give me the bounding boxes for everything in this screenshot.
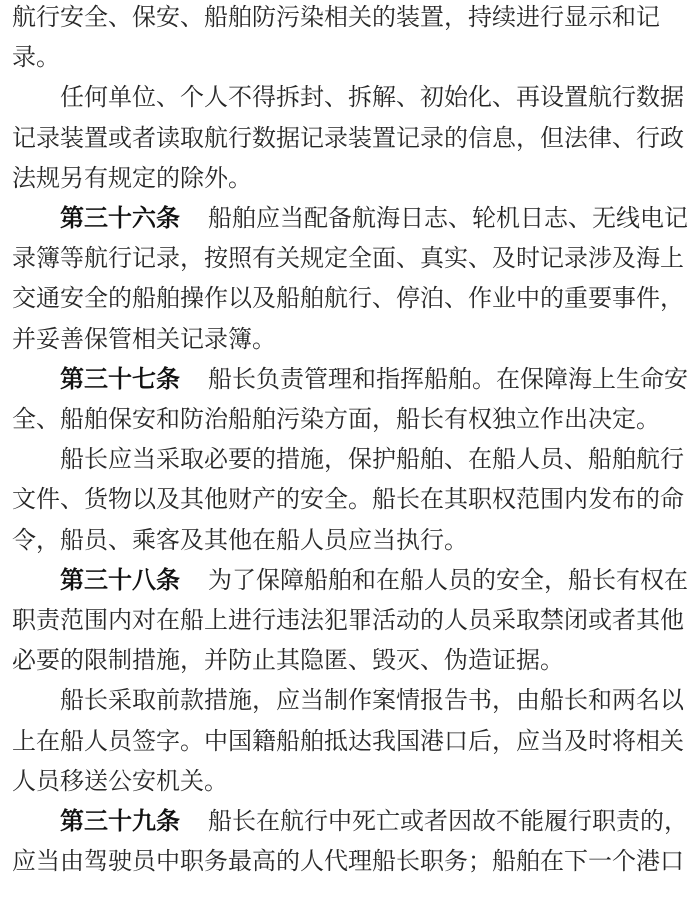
article-text: 船长负责管理和指挥船舶。在保障海上生命安: [208, 364, 688, 393]
text-line: 船长应当采取必要的措施，保护船舶、在船人员、船舶航行: [60, 445, 684, 474]
article-line: [60, 362, 688, 396]
article-line: [60, 804, 688, 838]
text-line: 人员移送公安机关。: [12, 766, 228, 795]
text-line: 法规另有规定的除外。: [12, 163, 252, 192]
text-line: 职责范围内对在船上进行违法犯罪活动的人员采取禁闭或者其他: [12, 606, 684, 634]
text-line: 录簿等航行记录，按照有关规定全面、真实、及时记录涉及海上: [12, 244, 684, 273]
article-heading: 第三十九条: [60, 807, 180, 835]
text-line: 交通安全的船舶操作以及船舶航行、停泊、作业中的重要事件，: [12, 284, 684, 313]
article-text: 船长在航行中死亡或者因故不能履行职责的，: [208, 807, 688, 835]
text-line: 记录装置或者读取航行数据记录装置记录的信息，但法律、行政: [12, 123, 684, 152]
text-line: 全、船舶保安和防治船舶污染方面，船长有权独立作出决定。: [12, 405, 660, 433]
text-line: 必要的限制措施，并防止其隐匿、毁灭、伪造证据。: [12, 646, 564, 675]
text-line: 并妥善保管相关记录簿。: [12, 324, 276, 353]
article-text: 船舶应当配备航海日志、轮机日志、无线电记: [208, 204, 688, 232]
article-line: [60, 563, 688, 597]
text-line: 文件、货物以及其他财产的安全。船长在其职权范围内发布的命: [12, 485, 684, 514]
text-line: 任何单位、个人不得拆封、拆解、初始化、再设置航行数据: [60, 83, 684, 112]
article-heading: 第三十六条: [60, 204, 180, 232]
article-text: 为了保障船舶和在船人员的安全，船长有权在: [208, 565, 688, 594]
text-line: 录。: [12, 43, 60, 72]
article-line: [60, 201, 688, 235]
text-line: 应当由驾驶员中职务最高的人代理船长职务；船舶在下一个港口: [12, 847, 684, 876]
text-line: 船长采取前款措施，应当制作案情报告书，由船长和两名以: [60, 686, 684, 715]
article-heading: 第三十八条: [60, 565, 180, 594]
article-heading: 第三十七条: [60, 364, 180, 393]
text-line: 上在船人员签字。中国籍船舶抵达我国港口后，应当及时将相关: [12, 726, 684, 755]
text-line: 航行安全、保安、船舶防污染相关的装置，持续进行显示和记: [12, 3, 660, 31]
text-line: 令，船员、乘客及其他在船人员应当执行。: [12, 525, 468, 554]
